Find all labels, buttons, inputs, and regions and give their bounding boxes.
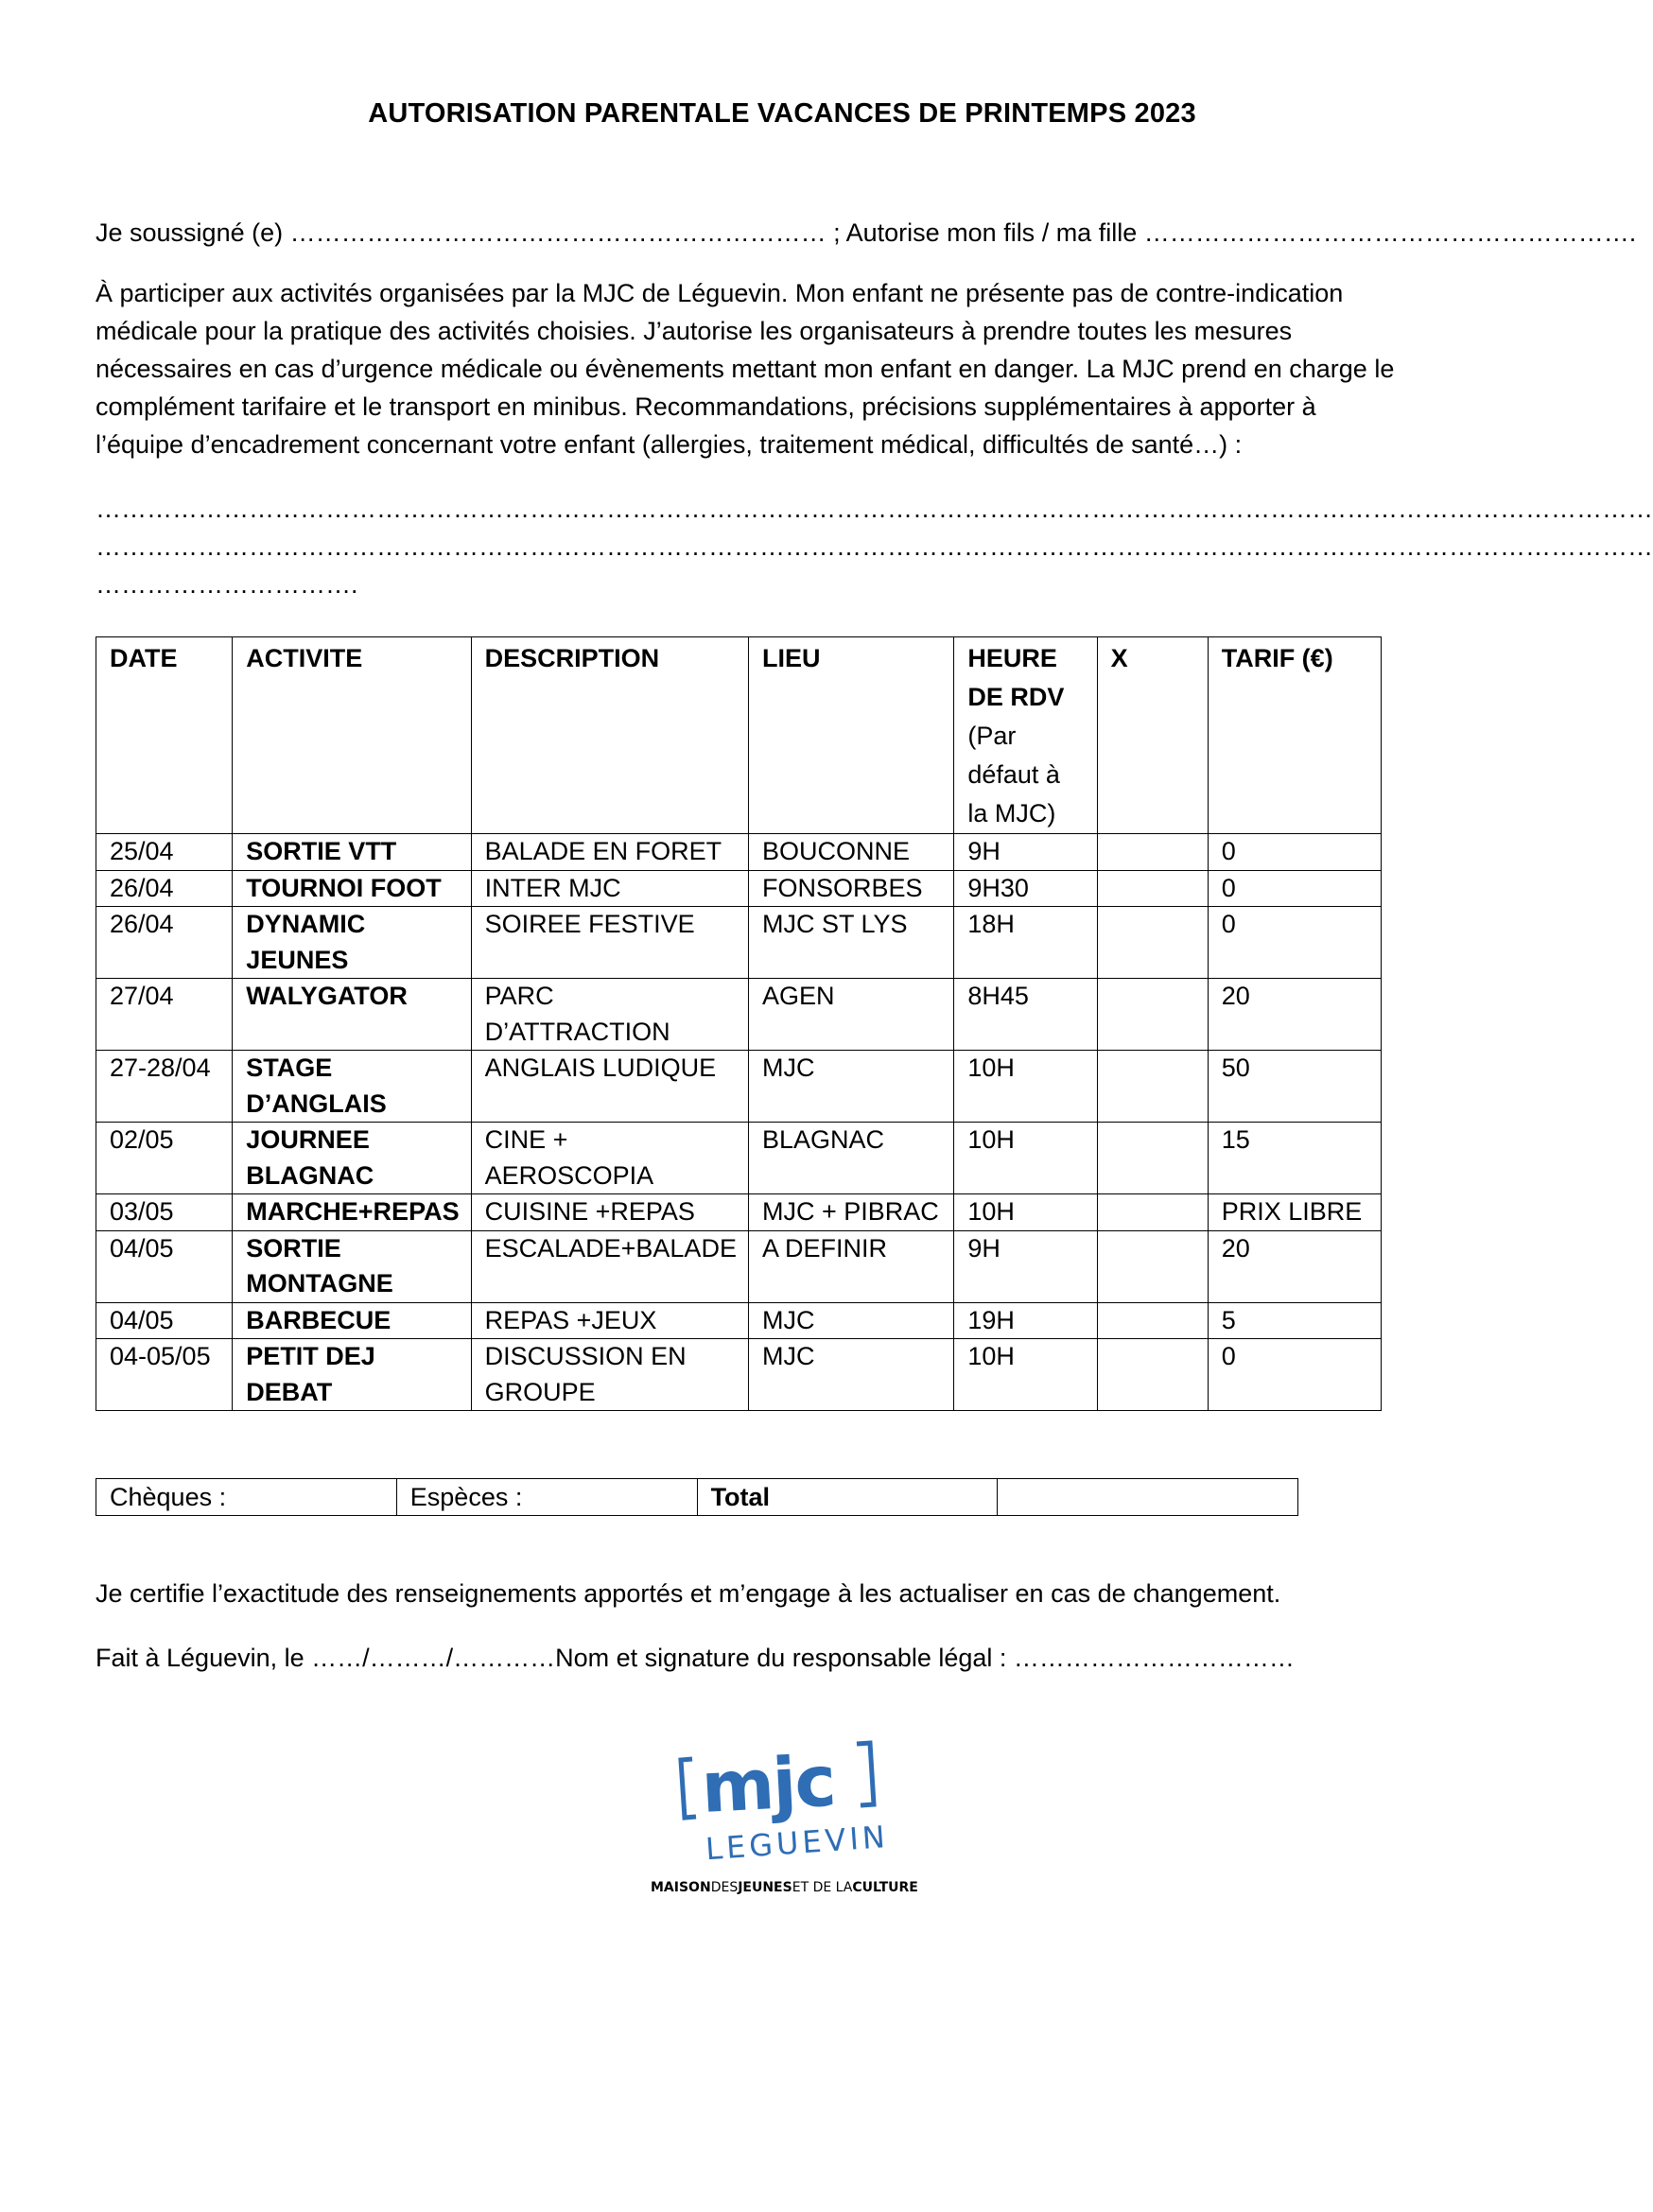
cell-description	[471, 1194, 748, 1231]
cell-activite-line: DEBAT	[246, 1377, 333, 1406]
cell-description-line: SOIREE FESTIVE	[484, 910, 695, 938]
cell-date: 27-28/04	[96, 1051, 233, 1123]
cell-heure: 10H	[954, 1194, 1097, 1231]
cell-description-line: BALADE EN FORET	[484, 837, 722, 865]
logo-town: LEGUEVIN	[704, 1818, 890, 1868]
cell-description-line: REPAS +JEUX	[484, 1305, 657, 1334]
cell-activite-line: JEUNES	[246, 945, 349, 974]
page-title: AUTORISATION PARENTALE VACANCES DE PRINTEMPS 2023	[368, 98, 1196, 129]
paragraph-line: complément tarifaire et le transport en minibus. Recommandations, précisions supplémentaires à apporter à	[96, 392, 1316, 421]
cell-heure: 10H	[954, 1339, 1097, 1411]
cell-tarif: 0	[1208, 907, 1381, 979]
cell-description-line: ESCALADE+BALADE	[484, 1233, 737, 1263]
header-tarif: TARIF (€)	[1208, 637, 1381, 834]
cell-lieu: A DEFINIR	[748, 1230, 953, 1302]
header-date: DATE	[96, 637, 233, 834]
logo-tagline-part: ET DE LA	[792, 1880, 853, 1895]
cell-activite	[233, 1194, 471, 1231]
cell-activite-line: BLAGNAC	[246, 1160, 374, 1190]
paragraph-line: nécessaires en cas d’urgence médicale ou évènements mettant mon enfant en danger. La MJC prend en charge le	[96, 355, 1395, 383]
paragraph-line: À participer aux activités organisées par la MJC de Léguevin. Mon enfant ne présente pas de contre-indication	[96, 279, 1344, 307]
header-description: DESCRIPTION	[471, 637, 748, 834]
cell-lieu: MJC	[748, 1051, 953, 1123]
cell-description	[471, 1302, 748, 1339]
table-row	[96, 1051, 1382, 1123]
cell-tarif: 20	[1208, 1230, 1381, 1302]
dotted-line: …………………………………………………………………………………………………………………………………………………………………	[96, 495, 1653, 523]
cell-activite-line: JOURNEE	[246, 1125, 370, 1154]
cell-heure: 10H	[954, 1123, 1097, 1194]
cell-description	[471, 979, 748, 1051]
cell-heure: 9H	[954, 1230, 1097, 1302]
cell-x[interactable]	[1097, 1230, 1208, 1302]
cell-x[interactable]	[1097, 834, 1208, 871]
cell-description	[471, 870, 748, 907]
cell-date: 25/04	[96, 834, 233, 871]
paragraph-line: l’équipe d’encadrement concernant votre enfant (allergies, traitement médical, difficultés de santé…) :	[96, 430, 1243, 459]
cell-description	[471, 1123, 748, 1194]
signature-line: Fait à Léguevin, le ……/………/…………Nom et signature du responsable légal : ……………………………	[96, 1644, 1295, 1672]
cell-tarif: PRIX LIBRE	[1208, 1194, 1381, 1231]
total-label: Total	[697, 1479, 998, 1516]
cell-description-line: CUISINE +REPAS	[484, 1197, 695, 1226]
cell-description	[471, 1230, 748, 1302]
cell-tarif: 0	[1208, 870, 1381, 907]
header-activite: ACTIVITE	[233, 637, 471, 834]
cell-activite	[233, 1339, 471, 1411]
cell-lieu: MJC	[748, 1339, 953, 1411]
table-row	[96, 834, 1382, 871]
cell-lieu: BLAGNAC	[748, 1123, 953, 1194]
cell-description-line: D’ATTRACTION	[484, 1017, 670, 1046]
cell-lieu: MJC ST LYS	[748, 907, 953, 979]
cell-x[interactable]	[1097, 1051, 1208, 1123]
cell-activite	[233, 1302, 471, 1339]
cell-date: 26/04	[96, 870, 233, 907]
cell-lieu: MJC + PIBRAC	[748, 1194, 953, 1231]
cell-description	[471, 834, 748, 871]
cell-activite-line: MONTAGNE	[246, 1269, 393, 1298]
header-heure-note: la MJC)	[967, 799, 1056, 827]
payment-row	[96, 1479, 1298, 1516]
table-row	[96, 1123, 1382, 1194]
logo-letters: mjc	[699, 1740, 837, 1829]
cell-tarif: 20	[1208, 979, 1381, 1051]
cell-heure: 19H	[954, 1302, 1097, 1339]
logo-bracket-left	[681, 1759, 696, 1818]
table-header-row	[96, 637, 1382, 834]
cell-activite-line: DYNAMIC	[246, 910, 366, 938]
header-heure-line: DE RDV	[967, 683, 1065, 711]
cell-x[interactable]	[1097, 1194, 1208, 1231]
cell-date: 27/04	[96, 979, 233, 1051]
certification-text: Je certifie l’exactitude des renseignements apportés et m’engage à les actualiser en cas de changement.	[96, 1579, 1281, 1608]
consent-paragraph	[96, 274, 1486, 463]
logo-tagline-part: DES	[710, 1880, 739, 1895]
cell-heure: 18H	[954, 907, 1097, 979]
cell-tarif: 15	[1208, 1123, 1381, 1194]
cell-heure: 9H	[954, 834, 1097, 871]
cell-lieu: BOUCONNE	[748, 834, 953, 871]
cell-description	[471, 1051, 748, 1123]
cell-x[interactable]	[1097, 1302, 1208, 1339]
logo-tagline-part: CULTURE	[852, 1880, 918, 1895]
recommendations-lines	[96, 490, 1653, 603]
cell-activite	[233, 979, 471, 1051]
cell-lieu: AGEN	[748, 979, 953, 1051]
cell-date: 03/05	[96, 1194, 233, 1231]
cell-tarif: 5	[1208, 1302, 1381, 1339]
cell-activite-line: SORTIE	[246, 1233, 341, 1263]
intro-line: Je soussigné (e) ……………………………………………………… ; Autorise mon fils / ma fille ………………………………………………….	[96, 218, 1637, 247]
header-heure-line: HEURE	[967, 644, 1057, 672]
cell-date: 04/05	[96, 1302, 233, 1339]
cell-lieu: MJC	[748, 1302, 953, 1339]
cell-description	[471, 1339, 748, 1411]
cell-tarif: 0	[1208, 1339, 1381, 1411]
table-row	[96, 1302, 1382, 1339]
cell-activite-line: PETIT DEJ	[246, 1342, 375, 1370]
table-row	[96, 1339, 1382, 1411]
cell-date: 26/04	[96, 907, 233, 979]
dotted-line: …………………………………………………………………………………………………………………………………………………………………	[96, 532, 1653, 561]
cell-x[interactable]	[1097, 979, 1208, 1051]
mjc-logo	[651, 1731, 934, 1901]
cell-description-line: CINE +	[484, 1125, 568, 1154]
cell-x[interactable]	[1097, 1339, 1208, 1411]
cell-activite	[233, 1230, 471, 1302]
cell-x[interactable]	[1097, 1123, 1208, 1194]
dotted-line: ………………………….	[96, 570, 358, 599]
cell-activite-line: D’ANGLAIS	[246, 1089, 387, 1118]
header-lieu: LIEU	[748, 637, 953, 834]
cell-description-line: AEROSCOPIA	[484, 1160, 654, 1190]
cell-activite-line: MARCHE+REPAS	[246, 1197, 460, 1226]
cell-activite-line: SORTIE VTT	[246, 837, 397, 865]
header-heure-note: défaut à	[967, 760, 1060, 789]
header-heure	[954, 637, 1097, 834]
cell-date: 02/05	[96, 1123, 233, 1194]
cell-activite	[233, 870, 471, 907]
cell-date: 04-05/05	[96, 1339, 233, 1411]
cell-activite-line: WALYGATOR	[246, 982, 408, 1010]
cell-activite	[233, 907, 471, 979]
cell-activite-line: BARBECUE	[246, 1305, 392, 1334]
cell-description-line: DISCUSSION EN	[484, 1342, 687, 1370]
mjc-logo-graphic	[651, 1731, 934, 1901]
cell-lieu: FONSORBES	[748, 870, 953, 907]
cell-heure: 10H	[954, 1051, 1097, 1123]
logo-bracket-right	[857, 1743, 874, 1805]
logo-tagline	[651, 1880, 918, 1895]
paragraph-line: médicale pour la pratique des activités choisies. J’autorise les organisateurs à prendre toutes les mesures	[96, 317, 1293, 345]
logo-tagline-part: JEUNES	[738, 1880, 792, 1895]
activities-table	[96, 636, 1382, 1411]
payment-table	[96, 1478, 1298, 1516]
cell-tarif: 0	[1208, 834, 1381, 871]
cell-description	[471, 907, 748, 979]
table-row	[96, 979, 1382, 1051]
cheques-cell[interactable]: Chèques :	[96, 1479, 397, 1516]
cell-activite	[233, 1123, 471, 1194]
header-x: X	[1097, 637, 1208, 834]
header-heure-note: (Par	[967, 722, 1017, 750]
cell-description-line: GROUPE	[484, 1377, 596, 1406]
cell-activite-line: TOURNOI FOOT	[246, 873, 442, 902]
table-row	[96, 907, 1382, 979]
cell-description-line: PARC	[484, 982, 554, 1010]
cell-date: 04/05	[96, 1230, 233, 1302]
table-row	[96, 870, 1382, 907]
cell-heure: 8H45	[954, 979, 1097, 1051]
table-row	[96, 1230, 1382, 1302]
cell-description-line: ANGLAIS LUDIQUE	[484, 1054, 717, 1082]
cell-description-line: INTER MJC	[484, 873, 621, 902]
table-row	[96, 1194, 1382, 1231]
especes-cell[interactable]: Espèces :	[396, 1479, 697, 1516]
cell-activite-line: STAGE	[246, 1054, 333, 1082]
logo-tagline-part: MAISON	[651, 1880, 711, 1895]
cell-heure: 9H30	[954, 870, 1097, 907]
cell-x[interactable]	[1097, 907, 1208, 979]
total-value-cell[interactable]	[998, 1479, 1298, 1516]
cell-activite	[233, 1051, 471, 1123]
cell-activite	[233, 834, 471, 871]
cell-x[interactable]	[1097, 870, 1208, 907]
cell-tarif: 50	[1208, 1051, 1381, 1123]
